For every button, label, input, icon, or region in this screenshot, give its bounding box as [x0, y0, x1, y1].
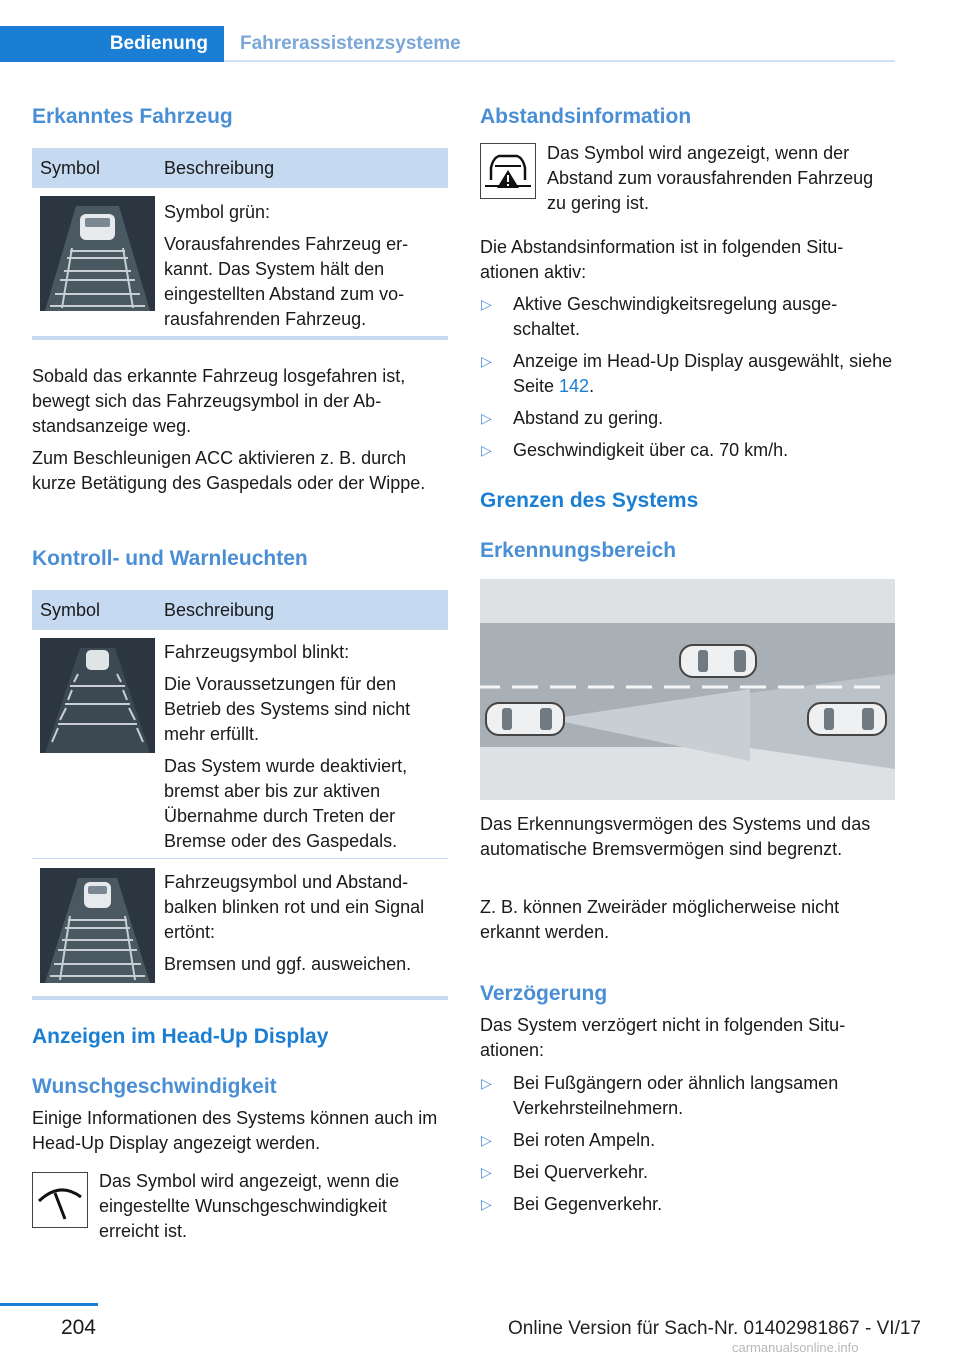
row-text: Symbol grün:: [164, 202, 271, 222]
col-beschreibung: Beschreibung: [164, 600, 275, 620]
tab-bedienung[interactable]: Bedienung: [0, 26, 224, 62]
icon-description: Das Symbol wird angezeigt, wenn die eingestellte Wunschgeschwindigkeit erreicht ist.: [99, 1171, 400, 1241]
list-item: ▷ Bei Gegenverkehr.: [480, 1192, 895, 1217]
table-end-rule: [32, 996, 448, 1000]
table-row-divider: [32, 858, 448, 859]
row-text: Die Voraussetzungen für den Betrieb des Systems sind nicht mehr erfüllt.: [164, 674, 411, 744]
acc-vehicle-blinking-icon: [40, 638, 155, 753]
heading-kontroll-warnleuchten: Kontroll- und Warnleuchten: [32, 547, 308, 570]
heading-grenzen-des-systems: Grenzen des Systems: [480, 489, 699, 512]
header-bar: [0, 0, 960, 62]
paragraph: Das System verzögert nicht in folgenden Situationen:: [480, 1015, 846, 1060]
col-symbol: Symbol: [40, 600, 101, 620]
subheading-wunschgeschwindigkeit: Wunschgeschwindigkeit: [32, 1075, 277, 1098]
paragraph: Sobald das erkannte Fahrzeug losgefahren ist, bewegt sich das Fahrzeugsymbol in der Abstandsanzeige weg.: [32, 366, 406, 436]
paragraph: Zum Beschleunigen ACC aktivieren z. B. durch kurze Betätigung des Gaspedals oder der Wippe.: [32, 448, 426, 493]
table-row: [32, 638, 448, 858]
table-end-rule: [32, 336, 448, 340]
triangle-bullet-icon: ▷: [481, 353, 492, 369]
list-item: ▷ Anzeige im Head-Up Display ausgewählt, siehe Seite 142.: [481, 351, 893, 396]
bullet-list: [480, 1071, 895, 1224]
speed-reached-icon: [32, 1172, 88, 1228]
col-symbol: Symbol: [40, 158, 101, 178]
list-item: ▷ Bei Fußgängern oder ähnlich langsamen Verkehrsteilnehmern.: [481, 1073, 839, 1118]
table-header: [32, 148, 448, 188]
col-beschreibung: Beschreibung: [164, 158, 275, 178]
distance-warning-icon: [480, 143, 536, 199]
paragraph: Z. B. können Zweiräder möglicherweise nicht erkannt werden.: [480, 897, 840, 942]
table-row: [32, 196, 448, 336]
tab-fahrerassistenzsysteme[interactable]: Fahrerassistenzsysteme: [240, 33, 461, 54]
paragraph: Die Abstandsinformation ist in folgenden Situationen aktiv:: [480, 237, 844, 282]
triangle-bullet-icon: ▷: [481, 1196, 492, 1212]
paragraph: Einige Informationen des Systems können auch im Head-Up Display angezeigt werden.: [32, 1108, 438, 1153]
row-text: Fahrzeugsymbol blinkt:: [164, 642, 350, 662]
table-header: [32, 590, 448, 630]
page-number: 204: [60, 1316, 96, 1339]
paragraph: Das Erkennungsvermögen des Systems und das automatische Bremsvermögen sind begrenzt.: [480, 814, 871, 859]
heading-abstandsinformation: Abstandsinformation: [480, 105, 692, 128]
acc-vehicle-detected-icon: [40, 196, 155, 311]
row-text: Das System wurde deaktiviert, bremst aber bis zur aktiven Übernahme durch Treten der Bremse oder des Gaspedals.: [164, 756, 408, 851]
page-link[interactable]: 142: [559, 376, 590, 396]
triangle-bullet-icon: ▷: [481, 1132, 492, 1148]
acc-warning-blinking-icon: [40, 868, 155, 983]
list-item: ▷ Abstand zu gering.: [480, 406, 895, 431]
row-text: Fahrzeugsymbol und Abstandbalken blinken rot und ein Signal ertönt:: [164, 872, 425, 942]
triangle-bullet-icon: ▷: [481, 410, 492, 426]
triangle-bullet-icon: ▷: [481, 1164, 492, 1180]
triangle-bullet-icon: ▷: [481, 1075, 492, 1091]
footer-rule: [0, 1303, 98, 1306]
row-text: Vorausfahrendes Fahrzeug erkannt. Das System hält den eingestellten Abstand zum vorausfahrenden Fahrzeug.: [164, 234, 409, 329]
list-item: ▷ Geschwindigkeit über ca. 70 km/h.: [480, 438, 895, 463]
heading-head-up-display: Anzeigen im Head-Up Display: [32, 1025, 329, 1048]
heading-verzoegerung: Verzögerung: [480, 982, 608, 1005]
footer-online-version: Online Version für Sach-Nr. 01402981867 - VI/17: [508, 1318, 921, 1339]
triangle-bullet-icon: ▷: [481, 442, 492, 458]
icon-description: Das Symbol wird angezeigt, wenn der Abstand zum vorausfahrenden Fahrzeug zu gering ist.: [547, 143, 874, 213]
header-rule: [224, 60, 895, 62]
row-text: Bremsen und ggf. ausweichen.: [164, 954, 412, 974]
watermark: carmanualsonline.info: [732, 1340, 859, 1355]
list-item: ▷ Bei Querverkehr.: [480, 1160, 895, 1185]
heading-erkanntes-fahrzeug: Erkanntes Fahrzeug: [32, 105, 233, 128]
bullet-list: [480, 292, 895, 470]
list-item: ▷ Bei roten Ampeln.: [480, 1128, 895, 1153]
triangle-bullet-icon: ▷: [481, 296, 492, 312]
list-item: ▷ Aktive Geschwindigkeitsregelung ausgeschaltet.: [481, 294, 838, 339]
table-row: [32, 868, 448, 994]
detection-range-illustration: [480, 579, 895, 800]
subheading-erkennungsbereich: Erkennungsbereich: [480, 539, 677, 562]
